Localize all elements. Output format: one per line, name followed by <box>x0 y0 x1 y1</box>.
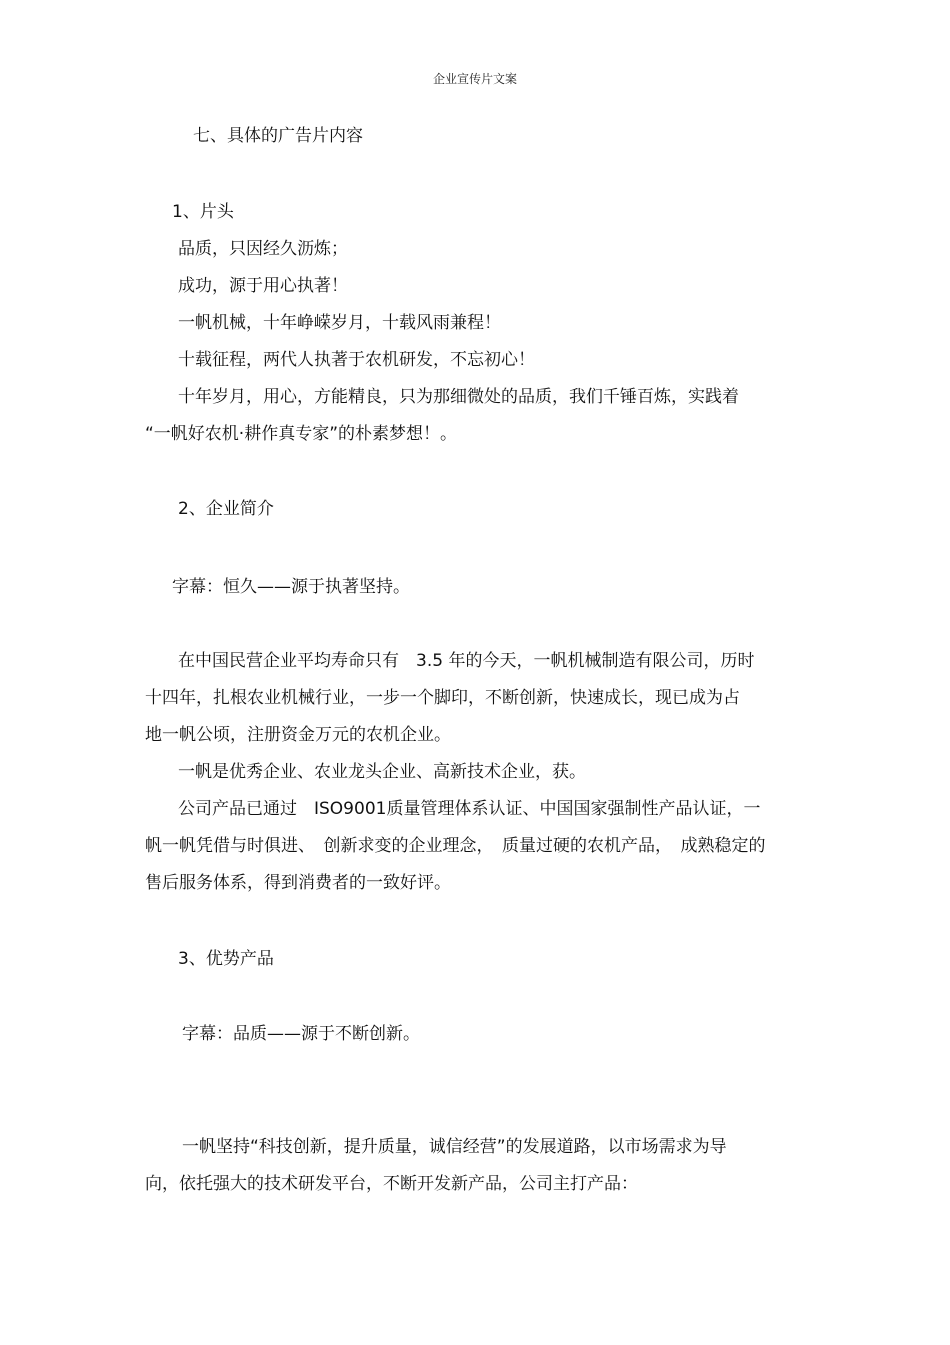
part3-heading: 3、优势产品 <box>178 949 274 969</box>
page-header: 企业宣传片文案 <box>432 72 517 86</box>
part3-caption: 字幕：品质——源于不断创新。 <box>182 1024 420 1044</box>
paragraph-line: “一帆好农机·耕作真专家”的朴素梦想！。 <box>145 424 458 444</box>
part2-heading: 2、企业简介 <box>178 499 274 519</box>
paragraph-line: 一帆是优秀企业、农业龙头企业、高新技术企业，获。 <box>178 762 586 782</box>
paragraph-line: 十四年，扎根农业机械行业，一步一个脚印，不断创新，快速成长，现已成为占 <box>145 688 740 708</box>
paragraph-line: 品质，只因经久沥炼； <box>178 239 348 259</box>
section-title: 七、具体的广告片内容 <box>193 126 363 146</box>
paragraph-line: 向，依托强大的技术研发平台，不断开发新产品，公司主打产品： <box>145 1174 638 1194</box>
paragraph-line: 十年岁月，用心，方能精良，只为那细微处的品质，我们千锤百炼，实践着 <box>178 387 739 407</box>
part1-heading: 1、片头 <box>172 202 234 222</box>
paragraph-line: 地一帆公顷，注册资金万元的农机企业。 <box>145 725 451 745</box>
paragraph-line: 帆一帆凭借与时俱进、 创新求变的企业理念， 质量过硬的农机产品， 成熟稳定的 <box>145 836 766 856</box>
paragraph-line: 在中国民营企业平均寿命只有 3.5 年的今天，一帆机械制造有限公司，历时 <box>178 651 755 671</box>
paragraph-line: 售后服务体系，得到消费者的一致好评。 <box>145 873 451 893</box>
paragraph-line: 成功，源于用心执著！ <box>178 276 348 296</box>
paragraph-line: 十载征程，两代人执著于农机研发，不忘初心！ <box>178 350 535 370</box>
part2-caption: 字幕：恒久——源于执著坚持。 <box>172 577 410 597</box>
paragraph-line: 一帆机械，十年峥嵘岁月，十载风雨兼程！ <box>178 313 501 333</box>
paragraph-line: 公司产品已通过 ISO9001质量管理体系认证、中国国家强制性产品认证，一 <box>178 799 761 819</box>
paragraph-line: 一帆坚持“科技创新，提升质量，诚信经营”的发展道路，以市场需求为导 <box>182 1137 727 1157</box>
